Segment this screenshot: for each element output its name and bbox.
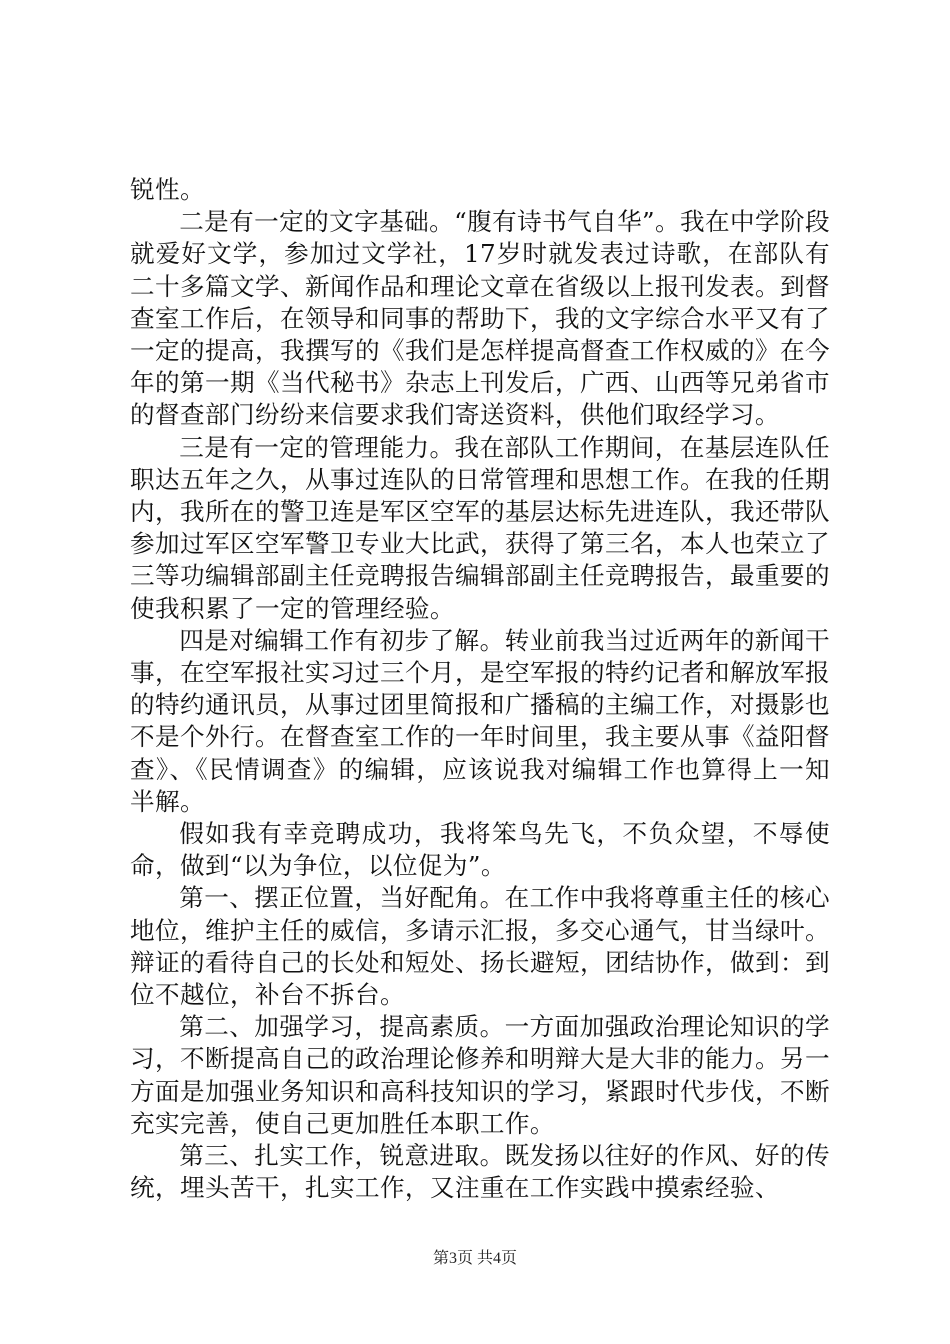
page-footer: [0, 1245, 950, 1268]
paragraph-7: 第二、加强学习，提高素质。一方面加强政治理论知识的学习，不断提高自己的政治理论修养和明辩大是大非的能力。另一方面是加强业务知识和高科技知识的学习，紧跟时代步伐，不断充实完善，使自己更加胜任本职工作。: [130, 1012, 830, 1138]
paragraph-2: 二是有一定的文字基础。“腹有诗书气自华”。我在中学阶段就爱好文学，参加过文学社，17岁时就发表过诗歌，在部队有二十多篇文学、新闻作品和理论文章在省级以上报刊发表。到督查室工作后，在领导和同事的帮助下，我的文字综合水平又有了一定的提高，我撰写的《我们是怎样提高督查工作权威的》在今年的第一期《当代秘书》杂志上刊发后，广西、山西等兄弟省市的督查部门纷纷来信要求我们寄送资料，供他们取经学习。: [130, 207, 830, 430]
paragraph-6: 第一、摆正位置，当好配角。在工作中我将尊重主任的核心地位，维护主任的威信，多请示汇报，多交心通气，甘当绿叶。辩证的看待自己的长处和短处、扬长避短，团结协作，做到：到位不越位，补台不拆台。: [130, 883, 830, 1010]
document-body: [130, 174, 830, 1205]
paragraph-3: 三是有一定的管理能力。我在部队工作期间，在基层连队任职达五年之久，从事过连队的日常管理和思想工作。在我的任期内，我所在的警卫连是军区空军的基层达标先进连队，我还带队参加过军区空军警卫专业大比武，获得了第三名，本人也荣立了三等功编辑部副主任竞聘报告编辑部副主任竞聘报告，最重要的使我积累了一定的管理经验。: [130, 432, 830, 623]
paragraph-4: 四是对编辑工作有初步了解。转业前我当过近两年的新闻干事，在空军报社实习过三个月，是空军报的特约记者和解放军报的特约通讯员，从事过团里简报和广播稿的主编工作，对摄影也不是个外行。在督查室工作的一年时间里，我主要从事《益阳督查》、《民情调查》的编辑，应该说我对编辑工作也算得上一知半解。: [130, 625, 830, 816]
paragraph-5: 假如我有幸竞聘成功，我将笨鸟先飞，不负众望，不辱使命，做到“以为争位，以位促为”。: [130, 819, 830, 881]
paragraph-1: 锐性。: [130, 175, 205, 204]
page-number-label: 第3页 共4页: [432, 1250, 517, 1267]
paragraph-8: 第三、扎实工作，锐意进取。既发扬以往好的作风、好的传统，埋头苦干，扎实工作，又注重在工作实践中摸索经验、: [130, 1141, 830, 1203]
